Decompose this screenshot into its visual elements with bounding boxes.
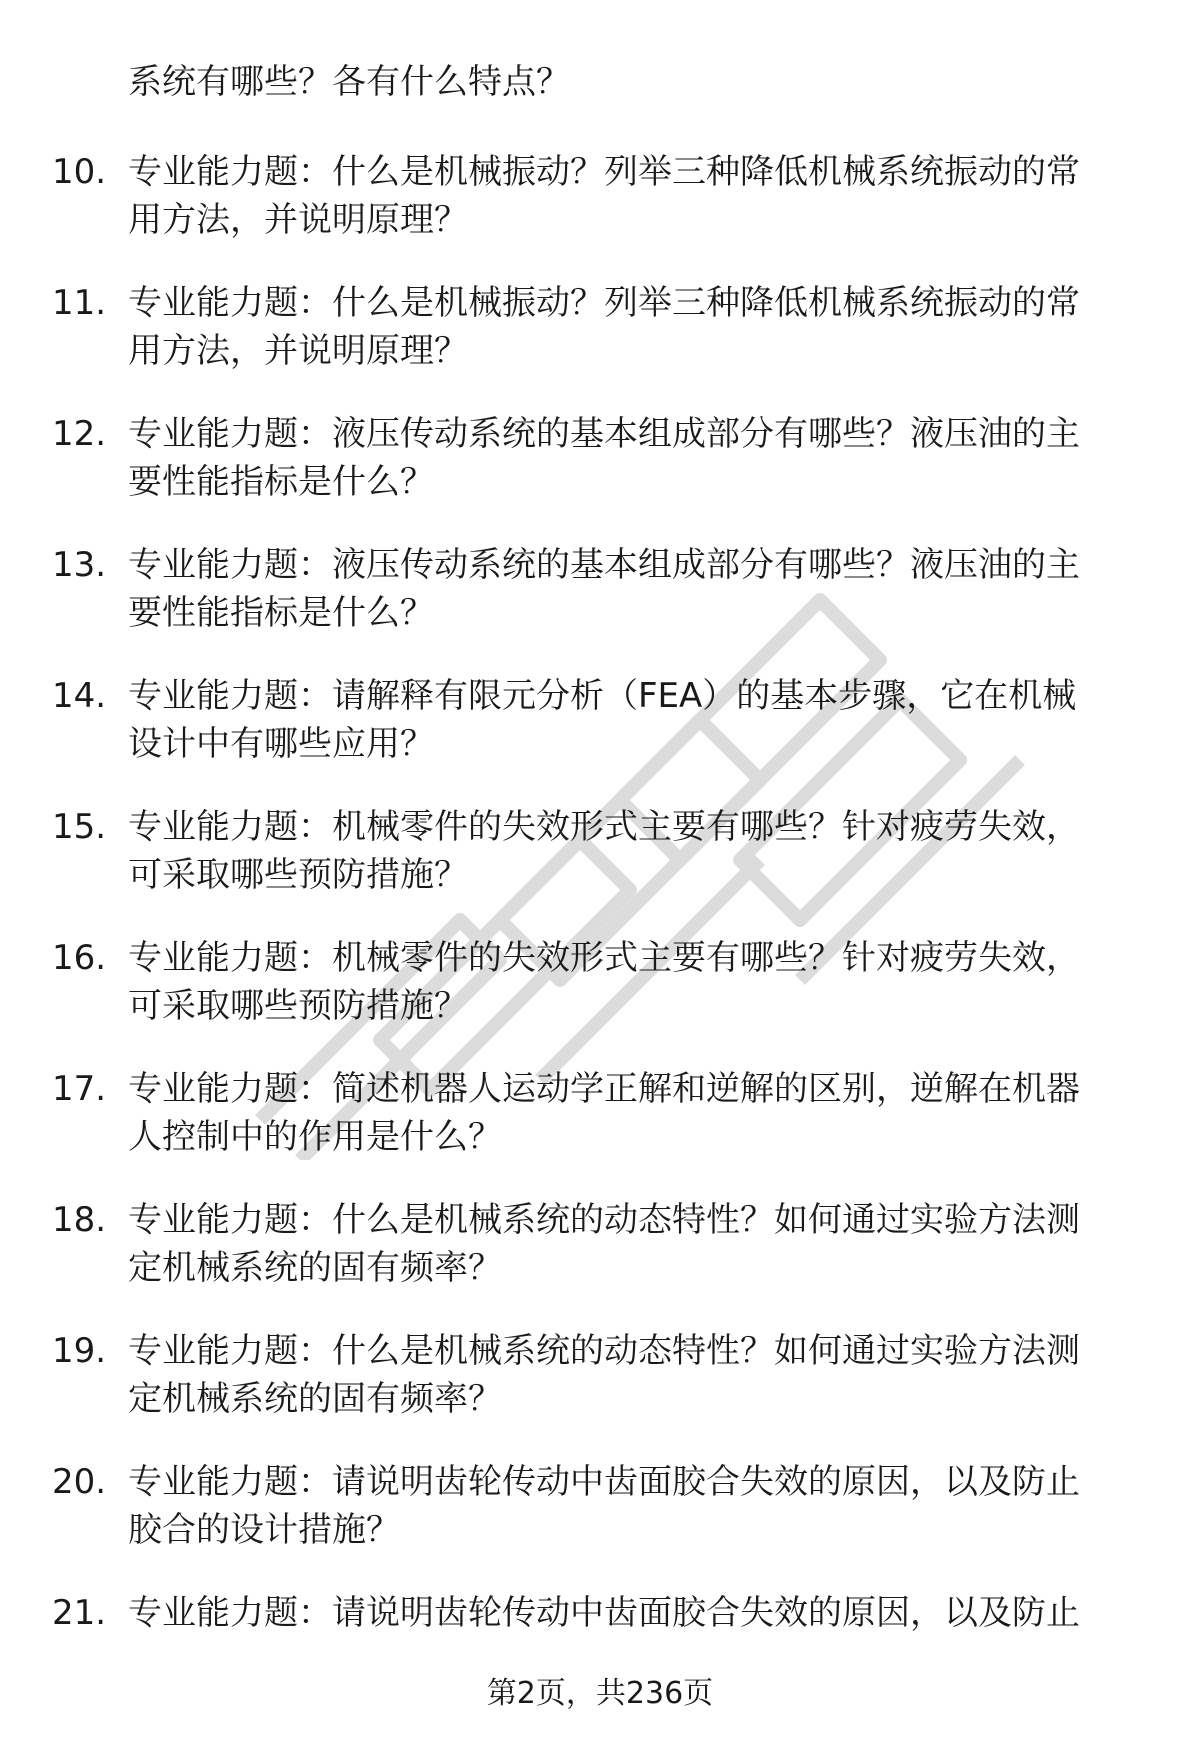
question-list [0,148,1200,1720]
question-text-line2: 胶合的设计措施？ [128,1510,400,1550]
question-number: 11. [52,283,107,323]
list-item [0,279,1200,377]
list-item [0,1458,1200,1556]
question-number: 13. [52,545,107,585]
question-text-line2: 用方法，并说明原理？ [128,200,468,240]
question-text-line2: 设计中有哪些应用？ [128,724,434,764]
question-text-line2: 用方法，并说明原理？ [128,331,468,371]
list-item [0,1196,1200,1294]
question-text-line1: 专业能力题：液压传动系统的基本组成部分有哪些？液压油的主 [128,414,1080,454]
question-number: 17. [52,1069,107,1109]
list-item [0,803,1200,901]
question-text-line1: 专业能力题：什么是机械系统的动态特性？如何通过实验方法测 [128,1200,1080,1240]
question-number: 15. [52,807,107,847]
question-number: 18. [52,1200,107,1240]
question-text-line2: 人控制中的作用是什么？ [128,1117,502,1157]
question-text-line2: 要性能指标是什么？ [128,593,434,633]
question-number: 21. [52,1593,107,1633]
question-text-line2: 定机械系统的固有频率？ [128,1379,502,1419]
question-number: 19. [52,1331,107,1371]
question-number: 12. [52,414,107,454]
list-item [0,541,1200,639]
question-text-line1: 专业能力题：什么是机械振动？列举三种降低机械系统振动的常 [128,283,1080,323]
question-text-line2: 可采取哪些预防措施？ [128,986,468,1026]
page-footer: 第2页，共236页 [486,1676,714,1711]
question-text-line1: 专业能力题：什么是机械振动？列举三种降低机械系统振动的常 [128,152,1080,192]
question-text-line2: 定机械系统的固有频率？ [128,1248,502,1288]
list-item [0,148,1200,246]
question-text-line1: 专业能力题：机械零件的失效形式主要有哪些？针对疲劳失效， [128,938,1080,978]
question-number: 16. [52,938,107,978]
question-text-line1: 专业能力题：什么是机械系统的动态特性？如何通过实验方法测 [128,1331,1080,1371]
list-item [0,1327,1200,1425]
list-item [0,672,1200,770]
question-text-line1: 专业能力题：机械零件的失效形式主要有哪些？针对疲劳失效， [128,807,1080,847]
list-item [0,410,1200,508]
question-text-line1: 专业能力题：请说明齿轮传动中齿面胶合失效的原因，以及防止 [128,1462,1080,1502]
question-text-line1: 专业能力题：液压传动系统的基本组成部分有哪些？液压油的主 [128,545,1080,585]
question-number: 14. [52,676,107,716]
question-text-line2: 要性能指标是什么？ [128,462,434,502]
question-text-line1: 专业能力题：请解释有限元分析（FEA）的基本步骤，它在机械 [128,676,1077,716]
question-number: 20. [52,1462,107,1502]
question-text-line2: 可采取哪些预防措施？ [128,855,468,895]
list-item [0,1065,1200,1163]
question-number: 10. [52,152,107,192]
continuation-text: 系统有哪些？各有什么特点？ [128,62,570,102]
question-text-line1: 专业能力题：请说明齿轮传动中齿面胶合失效的原因，以及防止 [128,1593,1080,1633]
question-text-line1: 专业能力题：简述机器人运动学正解和逆解的区别，逆解在机器 [128,1069,1080,1109]
list-item [0,934,1200,1032]
